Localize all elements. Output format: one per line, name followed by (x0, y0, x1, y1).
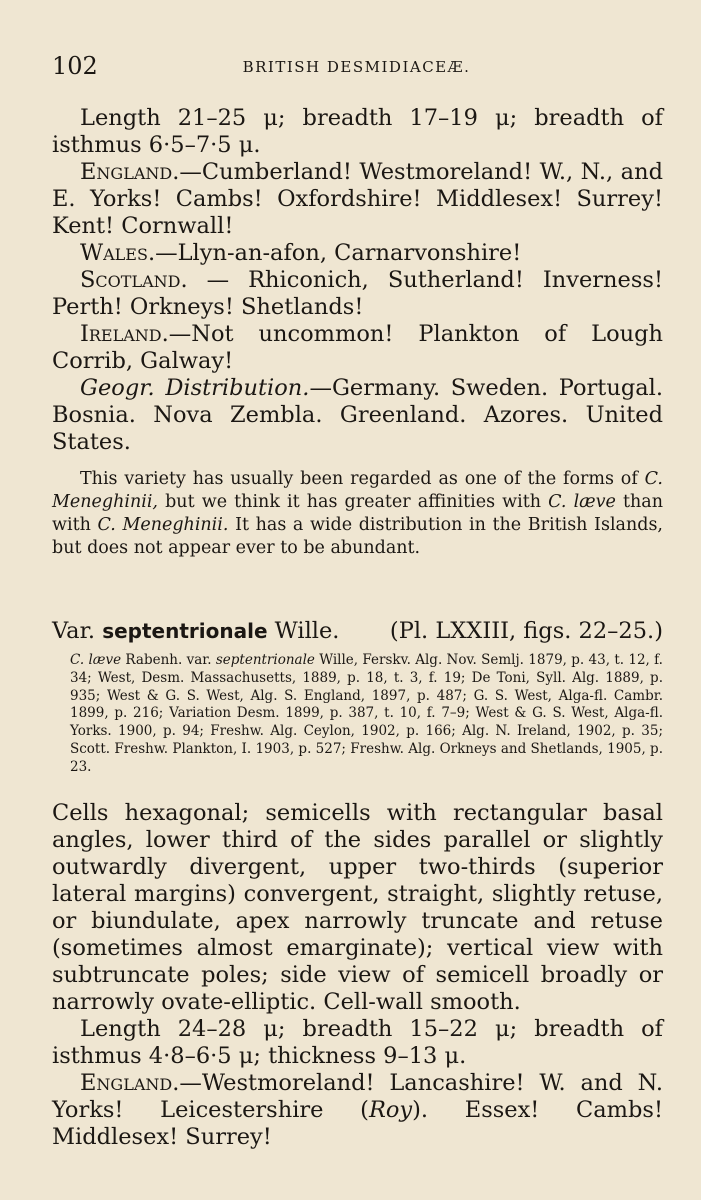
description-block (52, 800, 663, 1151)
scotland-label: Scotland. (80, 267, 188, 293)
england-text-2: —Westmoreland! Lancashire! W. and N. Yorks! Leicestershire ( (52, 1070, 663, 1123)
note-block (52, 468, 663, 560)
page-number: 102 (52, 52, 98, 80)
note-text: This variety has usually been regarded as one of the forms of (80, 469, 645, 489)
ref-species: C. læve (70, 652, 122, 668)
plate-reference: (Pl. LXXIII, figs. 22–25.) (389, 618, 663, 644)
note-species: C. Meneghinii, (52, 469, 663, 512)
ref-text: Wille, Ferskv. Alg. Nov. Semlj. 1879, p. 43, t. 12, f. 34; West, Desm. Massachusetts, 1889, p. 18, t. 3, f. 19; De Toni, Syll. Alg. 1889, p. 935; West & G. S. West, Alg. S. England, 1897, p. 487; G. S. West, Alga-fl. Cambr. 1899, p. 216; Variation Desm. 1899, p. 387, t. 10, f. 7–9; West & G. S. West, Alga-fl. Yorks. 1900, p. 94; Freshw. Alg. Ceylon, 1902, p. 166; Alg. N. Ireland, 1902, p. 35; Scott. Freshw. Plankton, I. 1903, p. 527; Freshw. Alg. Orkneys and Shetlands, 1905, p. 23. (70, 652, 663, 775)
description-paragraph: Cells hexagonal; semicells with rectangular basal angles, lower third of the sides parallel or slightly outwardly divergent, upper two-thirds (superior lateral margins) convergent, straight, slightly retuse, or biundulate, apex narrowly truncate and retuse (sometimes almost emarginate); vertical view with subtruncate poles; side view of semicell broadly or narrowly ovate-elliptic. Cell-wall smooth. (52, 800, 663, 1015)
ireland-paragraph (52, 321, 663, 375)
references-paragraph (70, 652, 663, 777)
geogr-text: —Germany. Sweden. Portugal. Bosnia. Nova Zembla. Greenland. Azores. United States. (52, 375, 663, 455)
variety-heading (52, 617, 663, 645)
note-text: than with (52, 492, 664, 535)
england-label-2: England. (80, 1070, 180, 1096)
note-paragraph (52, 468, 663, 560)
variety-prefix: Var. (52, 618, 103, 644)
ireland-text: —Not uncommon! Plankton of Lough Corrib, Galway! (52, 321, 663, 374)
variety-name: septentrionale (102, 619, 268, 643)
measurement-paragraph-2: Length 24–28 μ; breadth 15–22 μ; breadth of isthmus 4·8–6·5 μ; thickness 9–13 μ. (52, 1016, 663, 1069)
running-head (52, 52, 661, 82)
england-label: England. (80, 159, 180, 185)
scotland-paragraph (52, 267, 663, 321)
wales-paragraph (52, 240, 663, 267)
england-paragraph-2 (52, 1070, 663, 1151)
england-paragraph (52, 159, 663, 240)
references-block (70, 652, 663, 777)
distribution-block (52, 105, 663, 456)
note-species: C. Meneghinii. (97, 515, 229, 535)
ireland-label: Ireland. (80, 321, 169, 347)
england-text: —Cumberland! Westmoreland! W., N., and E. Yorks! Cambs! Oxfordshire! Middlesex! Surrey! Kent! Cornwall! (52, 159, 663, 239)
note-text: It has a wide distribution in the British Islands, but does not appear ever to be abundant. (52, 515, 663, 558)
geogr-label: Geogr. Distribution. (80, 375, 310, 401)
scotland-text: — Rhiconich, Sutherland! Inverness! Perth! Orkneys! Shetlands! (52, 267, 663, 320)
england-text-2b: ). Essex! Cambs! Middlesex! Surrey! (52, 1097, 663, 1150)
running-title: BRITISH DESMIDIACEÆ. (242, 58, 471, 76)
ref-variety: septentrionale (215, 652, 315, 668)
ref-text: Rabenh. var. (121, 652, 216, 668)
note-species: C. læve (548, 492, 616, 512)
measurement-paragraph: Length 21–25 μ; breadth 17–19 μ; breadth of isthmus 6·5–7·5 μ. (52, 105, 663, 158)
variety-author: Wille. (267, 618, 340, 644)
collector-name: Roy (368, 1097, 413, 1123)
note-text: but we think it has greater affinities with (158, 492, 549, 512)
wales-text: —Llyn-an-afon, Carnarvonshire! (155, 240, 522, 266)
geographic-distribution-paragraph (52, 375, 663, 456)
wales-label: Wales. (80, 240, 156, 266)
